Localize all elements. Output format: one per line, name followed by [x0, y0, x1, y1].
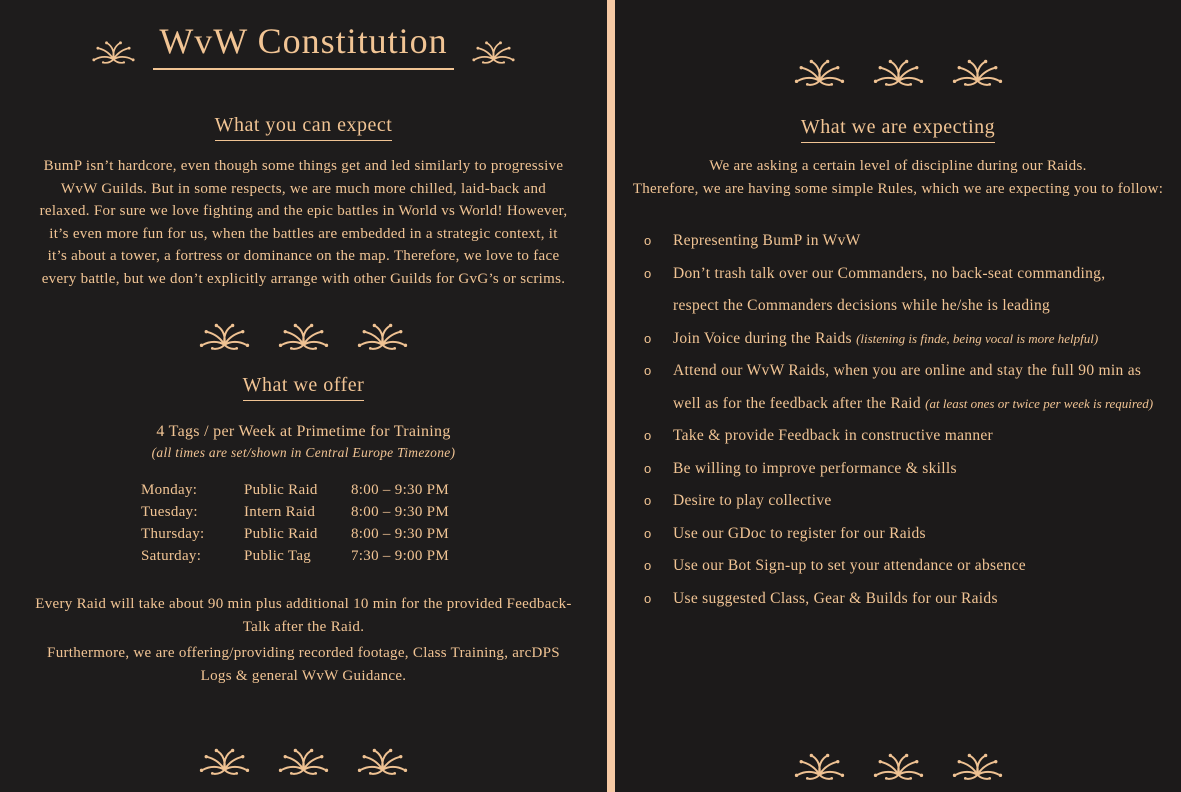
rule-text: Take & provide Feedback in constructive manner [673, 427, 994, 444]
raid-extras-note: Furthermore, we are offering/providing recorded footage, Class Training, arcDPS Logs & general WvW Guidance. [47, 645, 560, 684]
schedule-time: 7:30 – 9:00 PM [351, 548, 449, 564]
flourish-icon [871, 750, 926, 780]
rule-text: Join Voice during the Raids [673, 329, 857, 347]
bullet-marker: o [644, 330, 652, 346]
flourish-icon [355, 745, 410, 775]
page-divider [607, 0, 615, 792]
flourish-icon [90, 37, 137, 65]
flourish-icon [355, 320, 410, 350]
rule-item [642, 323, 1154, 356]
rule-item [642, 485, 1154, 518]
rules-list [642, 225, 1154, 615]
schedule-day: Monday: [141, 482, 198, 498]
rule-item [642, 518, 1154, 551]
rule-item [642, 355, 1154, 420]
rule-text: Attend our WvW Raids, when you are online and stay the full 90 min as well as for the feedback after the Raid [673, 362, 1142, 412]
schedule-time: 8:00 – 9:30 PM [351, 504, 449, 520]
offer-summary: 4 Tags / per Week at Primetime for Training [156, 423, 451, 440]
schedule-row [141, 479, 466, 501]
rule-text: Use our GDoc to register for our Raids [673, 524, 926, 542]
rule-text: Be willing to improve performance & skills [673, 459, 957, 477]
intro-line-2: Therefore, we are having some simple Rules, which we are expecting you to follow: [632, 181, 1164, 197]
expect-heading: What you can expect [215, 114, 393, 141]
flourish-row [792, 750, 1005, 780]
bullet-marker: o [644, 493, 652, 508]
page-title: WvW Constitution [153, 20, 453, 70]
flourish-icon [197, 745, 252, 775]
flourish-icon [276, 320, 331, 350]
title-row [90, 20, 516, 70]
flourish-row [197, 745, 410, 775]
rule-item [642, 550, 1154, 583]
rule-item [642, 583, 1154, 616]
flourish-icon [950, 750, 1005, 780]
schedule-type: Public Raid [244, 526, 318, 542]
right-page [615, 0, 1181, 792]
offer-heading: What we offer [243, 374, 365, 401]
raid-duration-note: Every Raid will take about 90 min plus additional 10 min for the provided Feedback-Talk after the Raid. [35, 596, 572, 635]
rule-item [642, 453, 1154, 486]
rule-item [642, 258, 1154, 323]
bullet-marker: o [644, 363, 652, 378]
rule-text: Representing BumP in WvW [673, 232, 861, 249]
flourish-row [197, 320, 410, 350]
schedule-type: Public Raid [244, 482, 318, 498]
bullet-marker: o [644, 265, 652, 281]
bullet-marker: o [644, 590, 652, 606]
flourish-icon [792, 750, 847, 780]
rule-item [642, 225, 1154, 258]
bullet-marker: o [644, 558, 652, 573]
schedule-row [141, 523, 466, 545]
bullet-marker: o [644, 460, 652, 476]
rule-note: (listening is finde, being vocal is more helpful) [856, 330, 1099, 346]
flourish-icon [470, 37, 517, 65]
schedule-table [141, 479, 466, 567]
bullet-marker: o [644, 428, 652, 443]
flourish-icon [950, 56, 1005, 86]
schedule-row [141, 501, 466, 523]
rule-text: Use suggested Class, Gear & Builds for our Raids [673, 589, 998, 607]
raid-notes [34, 593, 574, 687]
schedule-type: Public Tag [244, 548, 312, 564]
flourish-icon [871, 56, 926, 86]
offer-timezone-note: (all times are set/shown in Central Europe Timezone) [151, 445, 456, 460]
expect-paragraph: BumP isn’t hardcore, even though some things get and led similarly to progressive WvW Guilds. But in some respects, we are much more chilled, laid-back and relaxed. For sure we love fighting and the epic battles in World vs World! However, it’s even more fun for us, when the battles are embedded in a strategic context, it it’s about a tower, a fortress or dominance on the map. Therefore, we love to face every battle, but we don’t explicitly arrange with other Guilds for GvG’s or scrims. [39, 158, 568, 287]
rule-text: Desire to play collective [673, 492, 832, 509]
flourish-icon [197, 320, 252, 350]
flourish-icon [276, 745, 331, 775]
schedule-time: 8:00 – 9:30 PM [351, 482, 449, 498]
rule-item [642, 420, 1154, 453]
rule-text: Use our Bot Sign-up to set your attendance or absence [673, 557, 1026, 574]
intro-line-1: We are asking a certain level of discipline during our Raids. [709, 158, 1087, 174]
rule-text: Don’t trash talk over our Commanders, no back-seat commanding, respect the Commanders decisions while he/she is leading [673, 264, 1106, 314]
flourish-row [792, 56, 1005, 86]
schedule-type: Intern Raid [244, 504, 316, 520]
schedule-day: Thursday: [141, 526, 205, 542]
bullet-marker: o [644, 233, 652, 248]
rule-note: (at least ones or twice per week is required) [925, 395, 1154, 411]
schedule-row [141, 545, 466, 567]
schedule-time: 8:00 – 9:30 PM [351, 526, 449, 542]
bullet-marker: o [644, 525, 652, 541]
expecting-heading: What we are expecting [801, 116, 995, 143]
flourish-icon [792, 56, 847, 86]
expecting-intro [633, 155, 1163, 201]
schedule-day: Tuesday: [141, 504, 198, 520]
schedule-day: Saturday: [141, 548, 202, 564]
